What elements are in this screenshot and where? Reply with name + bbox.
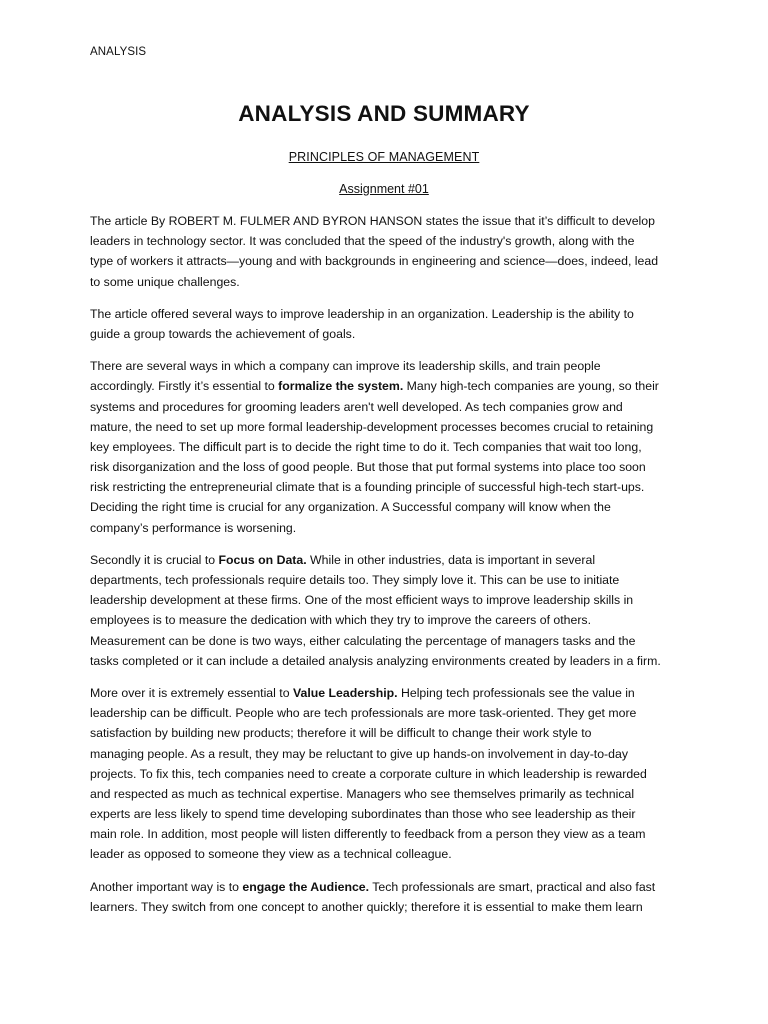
line-text: learners. They switch from one concept to another quickly; therefore it is essential to make them learn xyxy=(90,899,643,914)
text-line xyxy=(90,897,690,917)
line-text: leaders in technology sector. It was concluded that the speed of the industry's growth, along with the xyxy=(90,234,635,249)
line-text: risk disorganization and the loss of good people. But those that put formal systems into place too soon xyxy=(90,460,646,475)
line-text: leader as opposed to someone they view as a technical colleague. xyxy=(90,847,452,862)
text-line xyxy=(90,651,690,671)
line-text: main role. In addition, most people will listen differently to feedback from a person they view as a team xyxy=(90,827,646,842)
assignment-label: Assignment #01 xyxy=(339,182,429,196)
text-line xyxy=(90,683,690,703)
text-line xyxy=(90,824,690,844)
line-text: leadership can be difficult. People who are tech professionals are more task-oriented. They get more xyxy=(90,706,637,721)
text-line xyxy=(90,723,690,743)
line-text: There are several ways in which a company can improve its leadership skills, and train people xyxy=(90,359,601,374)
text-line xyxy=(90,744,690,764)
text-line xyxy=(90,804,690,824)
paragraph xyxy=(90,683,690,865)
line-text: More over it is extremely essential to xyxy=(90,685,293,700)
text-line xyxy=(90,590,690,610)
text-line xyxy=(90,457,690,477)
text-line xyxy=(90,231,690,251)
text-line xyxy=(90,784,690,804)
emphasis-text: engage the Audience. xyxy=(242,879,370,894)
line-text: satisfaction by building new products; therefore it will be difficult to change their work style to xyxy=(90,726,592,741)
text-line xyxy=(90,764,690,784)
text-line xyxy=(90,417,690,437)
text-line xyxy=(90,356,690,376)
line-text: Deciding the right time is crucial for any organization. A Successful company will know when the xyxy=(90,500,611,515)
text-line xyxy=(90,304,690,324)
line-text: employees is to measure the dedication with which they try to improve the careers of others. xyxy=(90,613,591,628)
line-text: to some unique challenges. xyxy=(90,274,240,289)
line-text: systems and procedures for grooming leaders aren't well developed. As tech companies grow and xyxy=(90,399,623,414)
line-text: risk restricting the entrepreneurial climate that is a founding principle of successful high-tech start-ups. xyxy=(90,480,645,495)
line-text: projects. To fix this, tech companies need to create a corporate culture in which leadership is rewarded xyxy=(90,766,647,781)
text-line xyxy=(90,397,690,417)
line-text: type of workers it attracts—young and with backgrounds in engineering and science—does, indeed, lead xyxy=(90,254,659,269)
line-text: Measurement can be done is two ways, either calculating the percentage of managers tasks and the xyxy=(90,633,636,648)
line-text: Another important way is to xyxy=(90,879,243,894)
text-line xyxy=(90,211,690,231)
line-text: Secondly it is crucial to xyxy=(90,552,219,567)
line-text: managing people. As a result, they may be reluctant to give up hands-on involvement in day-to-day xyxy=(90,746,628,761)
text-line xyxy=(90,477,690,497)
text-line xyxy=(90,272,690,292)
paragraph xyxy=(90,877,690,917)
text-line xyxy=(90,437,690,457)
text-line xyxy=(90,570,690,590)
text-line xyxy=(90,610,690,630)
line-text: accordingly. Firstly it’s essential to xyxy=(90,379,279,394)
running-header: ANALYSIS xyxy=(90,46,147,58)
line-text: experts are less likely to spend time developing subordinates than those who see leadership as their xyxy=(90,807,636,822)
emphasis-text: Focus on Data. xyxy=(218,552,307,567)
line-text: guide a group towards the achievement of goals. xyxy=(90,326,356,341)
text-line xyxy=(90,550,690,570)
document-title: ANALYSIS AND SUMMARY xyxy=(238,101,530,126)
document-subtitle: PRINCIPLES OF MANAGEMENT xyxy=(288,150,480,164)
line-text: Tech professionals are smart, practical and also fast xyxy=(369,879,656,894)
text-line xyxy=(90,324,690,344)
paragraph xyxy=(90,211,690,292)
paragraph xyxy=(90,304,690,344)
emphasis-text: Value Leadership. xyxy=(292,685,398,700)
text-line xyxy=(90,518,690,538)
text-line xyxy=(90,703,690,723)
document-body xyxy=(90,211,690,929)
text-line xyxy=(90,844,690,864)
text-line xyxy=(90,376,690,396)
line-text: tasks completed or it can include a detailed analysis analyzing environments created by leaders in a firm. xyxy=(90,653,661,668)
text-line xyxy=(90,497,690,517)
line-text: Many high-tech companies are young, so their xyxy=(403,379,659,394)
line-text: The article offered several ways to improve leadership in an organization. Leadership is the ability to xyxy=(90,306,634,321)
line-text: mature, the need to set up more formal leadership-development processes becomes crucial to retaining xyxy=(90,419,654,434)
line-text: key employees. The difficult part is to decide the right time to do it. Tech companies that wait too long, xyxy=(90,439,642,454)
emphasis-text: formalize the system. xyxy=(278,379,404,394)
line-text: company’s performance is worsening. xyxy=(90,520,297,535)
line-text: While in other industries, data is important in several xyxy=(306,552,596,567)
line-text: leadership development at these firms. One of the most efficient ways to improve leadership skills in xyxy=(90,593,634,608)
text-line xyxy=(90,251,690,271)
line-text: Helping tech professionals see the value in xyxy=(397,685,635,700)
paragraph xyxy=(90,550,690,671)
text-line xyxy=(90,877,690,897)
line-text: and respected as much as technical expertise. Managers who see themselves primarily as technical xyxy=(90,786,635,801)
text-line xyxy=(90,631,690,651)
line-text: The article By ROBERT M. FULMER AND BYRON HANSON states the issue that it’s difficult to develop xyxy=(90,214,655,228)
line-text: departments, tech professionals require details too. They simply love it. This can be use to initiate xyxy=(90,573,620,587)
paragraph xyxy=(90,356,690,538)
